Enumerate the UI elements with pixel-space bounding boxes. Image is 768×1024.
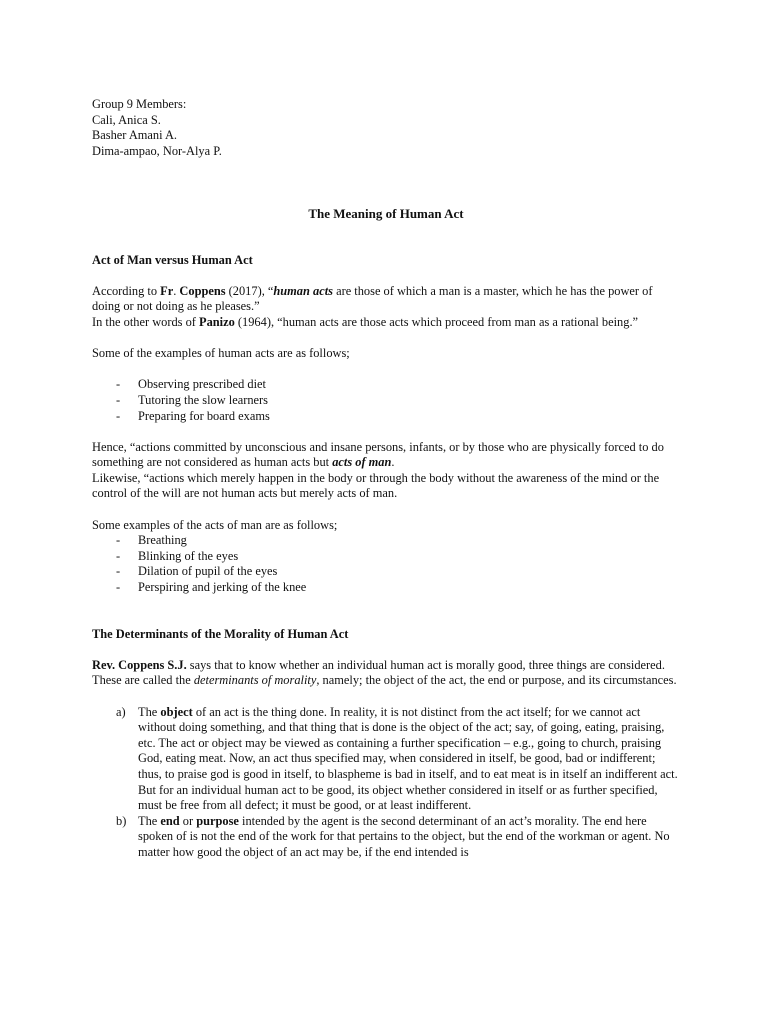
- coppens-definition-paragraph: According to Fr. Coppens (2017), “human acts are those of which a man is a master, which he has the power of doing or not doing as he pleases.”: [92, 283, 653, 314]
- section-heading-determinants: The Determinants of the Morality of Human Act: [92, 626, 349, 641]
- list-marker: a): [116, 704, 126, 719]
- list-item-object: a) The object of an act is the thing done. In reality, it is not distinct from the act itself; for we cannot act without doing something, and that thing that is done is the object of the act; say, of going, eating, praising, etc. The act or object may be viewed as containing a further specification – e.g., going to church, praising God, eating meat. Now, an act thus specified may, when considered in itself, be good, bad or indifferent; thus, to praise god is good in itself, to blaspheme is bad in itself, and to eat meat is in itself an indifferent act. But for an individual human act to be good, its object whether considered in itself or as further specified, must be free from all defect; it must be good, or at least indifferent.: [116, 704, 678, 813]
- list-marker: b): [116, 813, 127, 828]
- document-title: The Meaning of Human Act: [308, 205, 464, 221]
- list-item: - Perspiring and jerking of the knee: [116, 580, 680, 596]
- acts-of-man-examples-list: [92, 533, 680, 595]
- section-heading-act-of-man: Act of Man versus Human Act: [92, 252, 253, 267]
- human-acts-intro: Some of the examples of human acts are as follows;: [92, 346, 350, 361]
- acts-of-man-intro: Some examples of the acts of man are as follows;: [92, 517, 338, 532]
- document-body: [92, 97, 680, 861]
- coppens-determinants-paragraph: Rev. Coppens S.J. says that to know whether an individual human act is morally good, three things are considered. These are called the determinants of morality, namely; the object of the act, the end or purpose, and its circumstances.: [92, 657, 677, 688]
- member-name: Dima-ampao, Nor-Alya P.: [92, 143, 222, 158]
- list-item: - Breathing: [116, 533, 680, 549]
- likewise-paragraph: Likewise, “actions which merely happen in the body or through the body without the awareness of the mind or the control of the will are not human acts but merely acts of man.: [92, 470, 660, 501]
- member-name: Cali, Anica S.: [92, 112, 161, 127]
- list-item: - Dilation of pupil of the eyes: [116, 564, 680, 580]
- panizo-definition-paragraph: In the other words of Panizo (1964), “human acts are those acts which proceed from man as a rational being.”: [92, 314, 639, 329]
- list-item: - Blinking of the eyes: [116, 549, 680, 565]
- list-item: - Tutoring the slow learners: [116, 393, 680, 409]
- members-heading: Group 9 Members:: [92, 97, 187, 111]
- member-name: Basher Amani A.: [92, 128, 178, 143]
- list-item-end-purpose: b) The end or purpose intended by the agent is the second determinant of an act’s morality. The end here spoken of is not the end of the work for that pertains to the object, but the end of the workman or agent. No matter how good the object of an act may be, if the end intended is: [116, 813, 670, 859]
- determinants-list: [92, 705, 680, 861]
- human-acts-examples-list: [92, 377, 680, 424]
- list-item: - Preparing for board exams: [116, 409, 680, 425]
- hence-paragraph: Hence, “actions committed by unconscious and insane persons, infants, or by those who are physically forced to do something are not considered as human acts but acts of man.: [92, 439, 664, 470]
- group-members-block: [92, 97, 680, 159]
- list-item: - Observing prescribed diet: [116, 377, 680, 393]
